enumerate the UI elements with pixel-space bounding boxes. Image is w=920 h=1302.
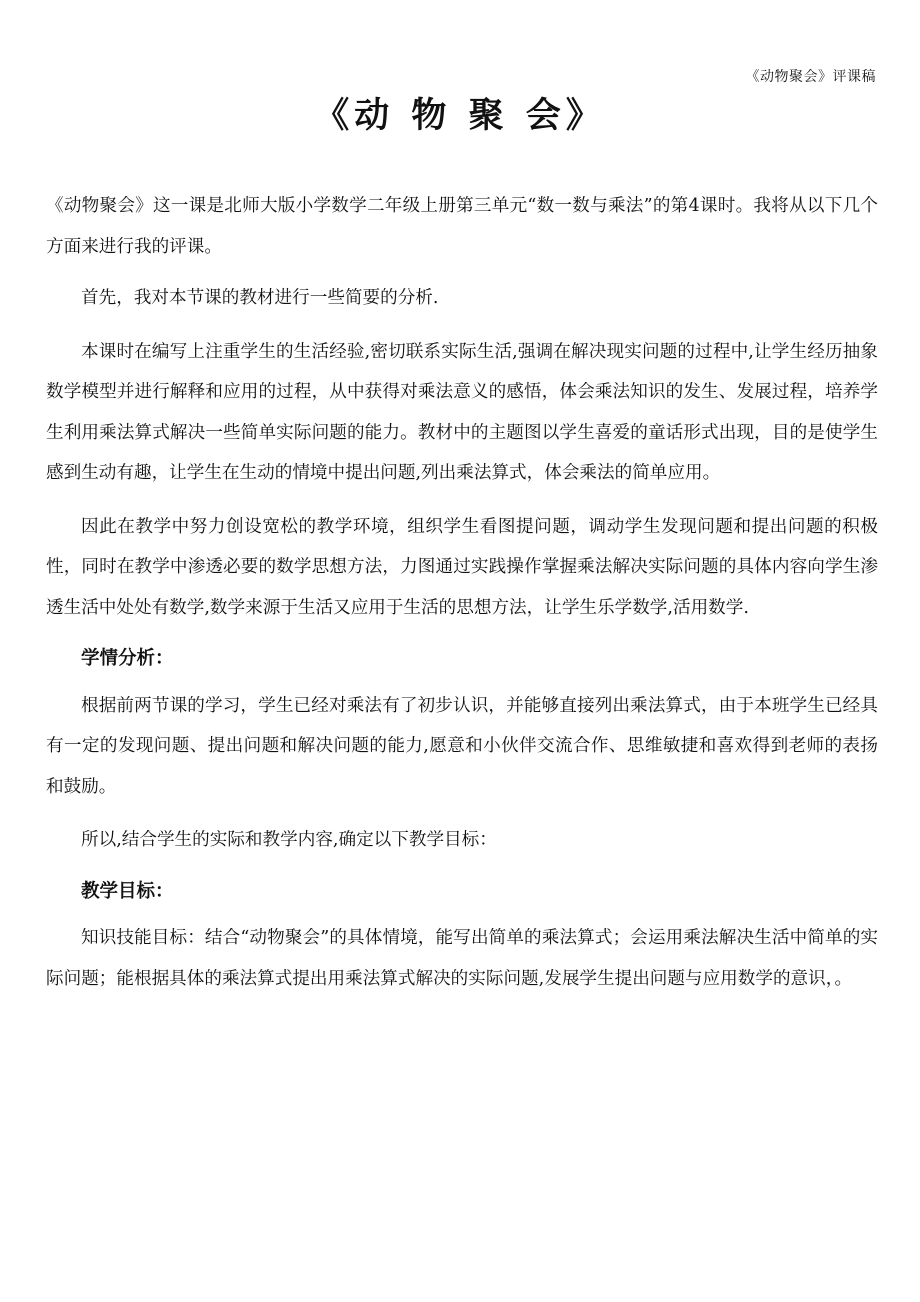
goal-lead-paragraph: 所以,结合学生的实际和教学内容,确定以下教学目标： [81, 830, 497, 850]
teaching-approach-paragraph: 因此在教学中努力创设宽松的教学环境，组织学生看图提问题，调动学生发现问题和提出问题的积极性，同时在教学中渗透必要的数学思想方法，力图通过实践操作掌握乘法解决实际问题的具体内容向学生渗透生活中处处有数学,数学来源于生活又应用于生活的思想方法，让学生乐学数学,活用数学. [46, 516, 878, 618]
document-body [46, 186, 878, 999]
textbook-analysis-paragraph: 本课时在编写上注重学生的生活经验,密切联系实际生活,强调在解决现实问题的过程中,让学生经历抽象数学模型并进行解释和应用的过程，从中获得对乘法意义的感悟，体会乘法知识的发生、发展过程，培养学生利用乘法算式解决一些简单实际问题的能力。教材中的主题图以学生喜爱的童话形式出现，目的是使学生感到生动有趣，让学生在生动的情境中提出问题,列出乘法算式，体会乘法的简单应用。 [46, 341, 878, 483]
section-heading-student-analysis: 学情分析： [81, 648, 174, 669]
knowledge-goal-paragraph: 知识技能目标：结合“动物聚会”的具体情境，能写出简单的乘法算式；会运用乘法解决生活中简单的实际问题；能根据具体的乘法算式提出用乘法算式解决的实际问题,发展学生提出问题与应用数学的意识，。 [46, 928, 878, 989]
section-heading-teaching-goals: 教学目标： [81, 880, 174, 902]
student-analysis-paragraph: 根据前两节课的学习，学生已经对乘法有了初步认识，并能够直接列出乘法算式，由于本班学生已经具有一定的发现问题、提出问题和解决问题的能力,愿意和小伙伴交流合作、思维敏捷和喜欢得到老师的表扬和鼓励。 [46, 695, 878, 797]
document-title: 《动 物 聚 会》 [314, 95, 606, 136]
analysis-intro-paragraph: 首先，我对本节课的教材进行一些简要的分析. [81, 288, 439, 308]
running-header: 《动物聚会》评课稿 [745, 69, 876, 85]
intro-paragraph: 《动物聚会》这一课是北师大版小学数学二年级上册第三单元“数一数与乘法”的第4课时。我将从以下几个方面来进行我的评课。 [46, 196, 878, 257]
